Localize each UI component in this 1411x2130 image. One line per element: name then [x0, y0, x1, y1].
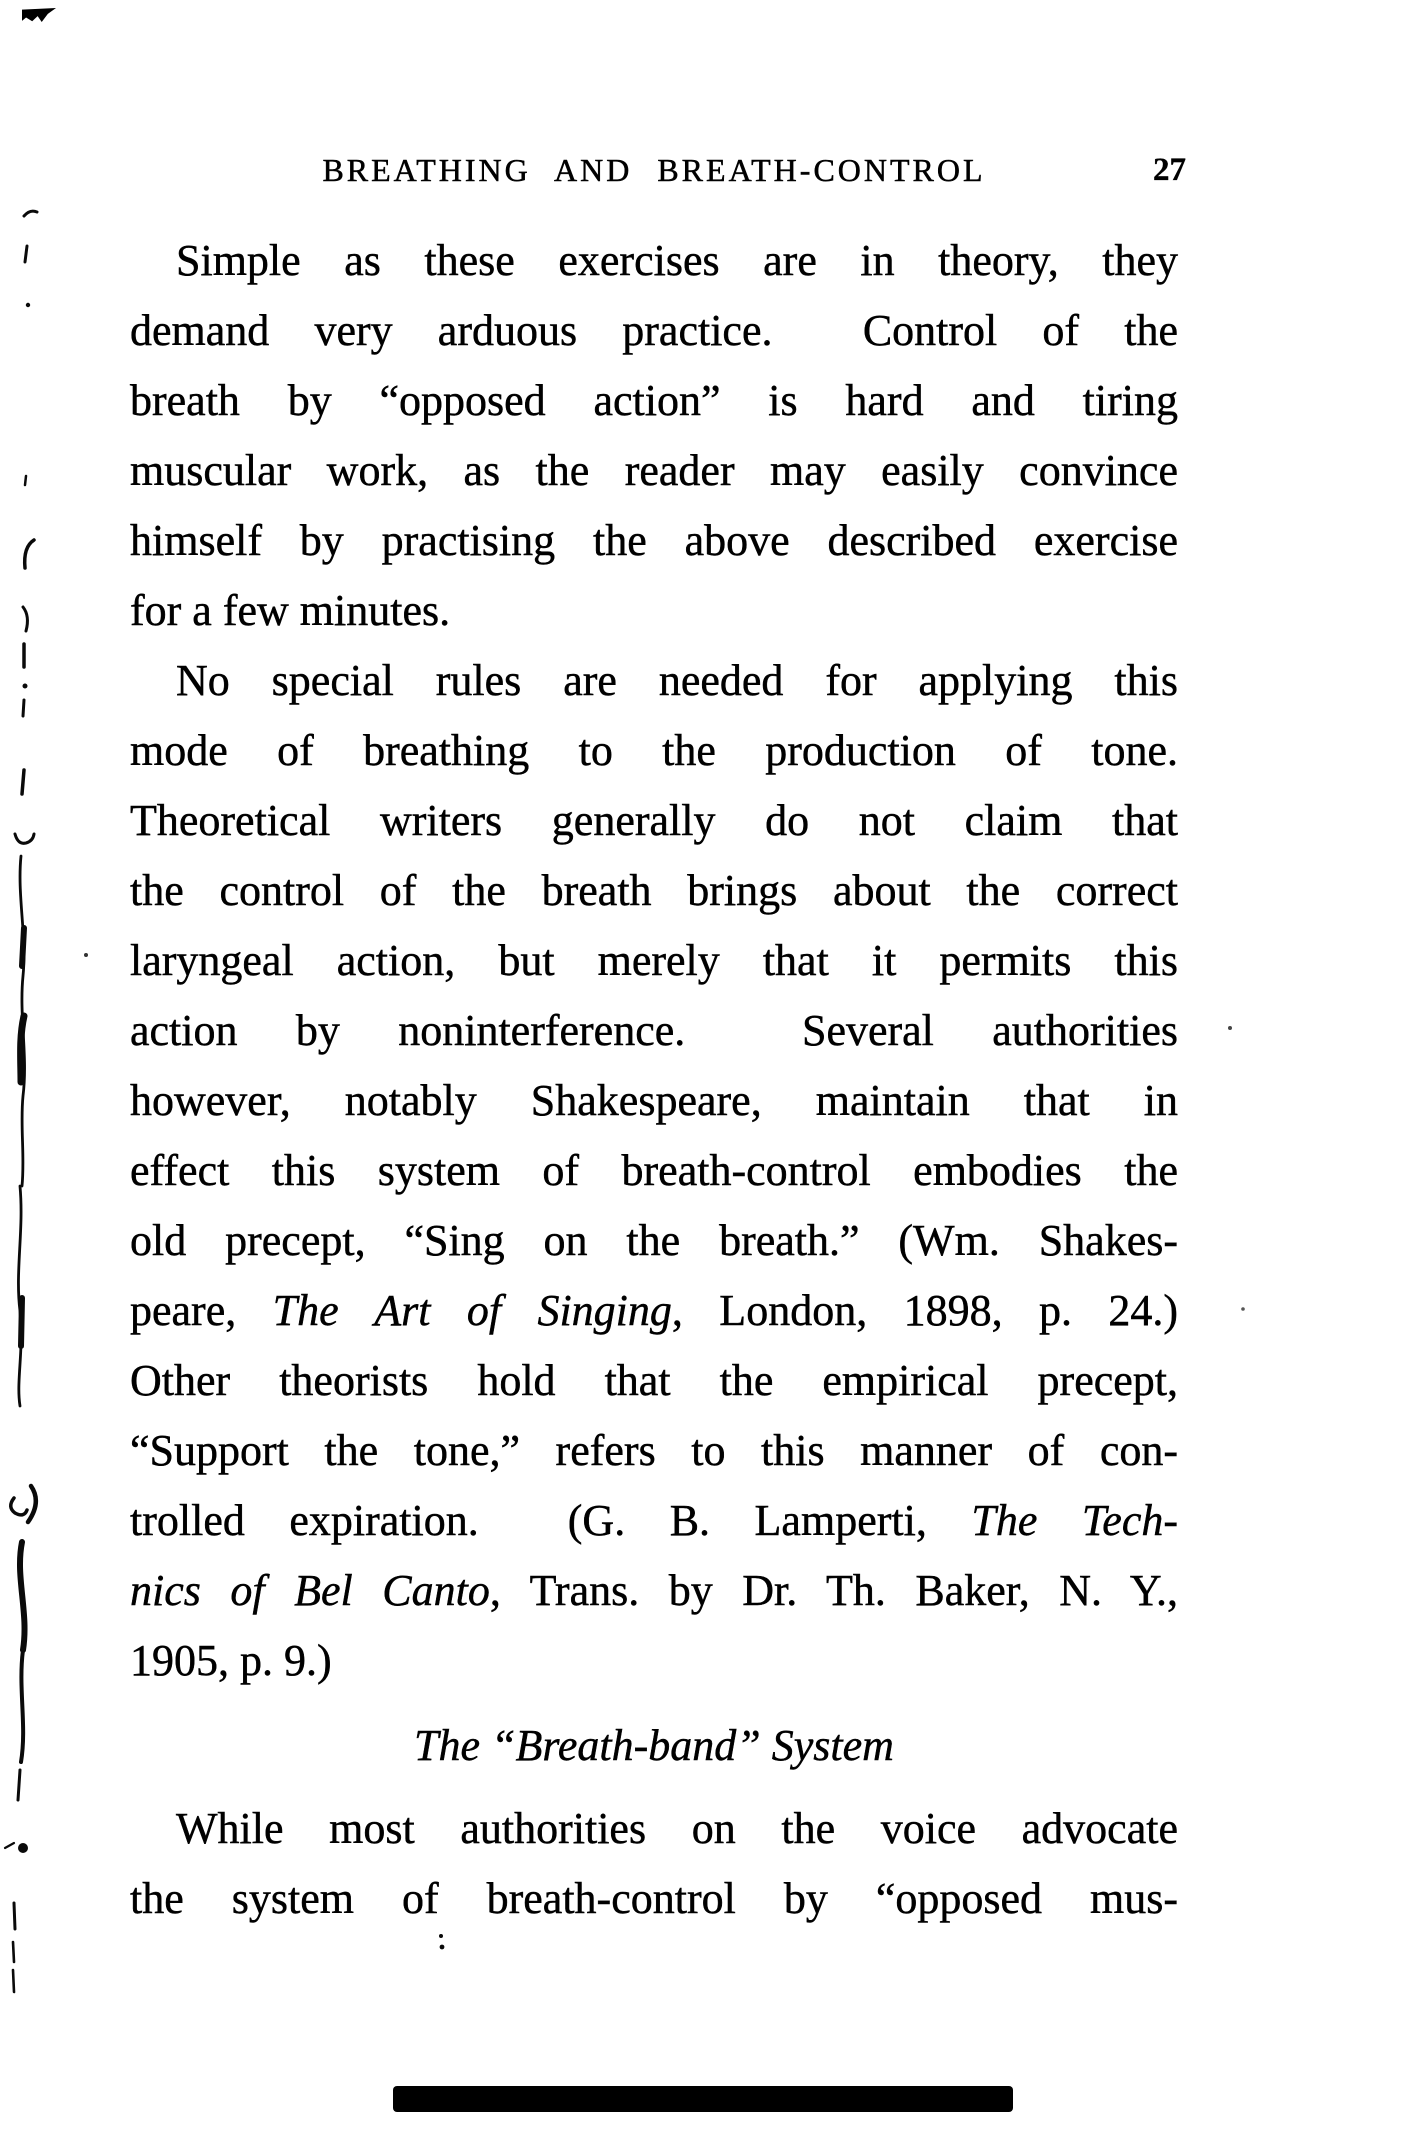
paragraph-3 [130, 1794, 1178, 1934]
text-line: “Support the tone,” refers to this manner of con- [130, 1426, 1178, 1475]
paragraph-2 [130, 646, 1178, 1696]
book-title-italic: nics of Bel Canto [130, 1566, 490, 1615]
text-line: Simple as these exercises are in theory, they [176, 236, 1178, 285]
text-line: mode of breathing to the production of tone. [130, 726, 1178, 775]
text-line [130, 1276, 1178, 1346]
text-segment: peare, [130, 1286, 273, 1335]
text-segment: , Trans. by Dr. Th. Baker, N. Y., [489, 1566, 1178, 1615]
running-header [130, 150, 1186, 190]
scan-artifact-corner-mark [22, 8, 56, 22]
text-line: the control of the breath brings about the correct [130, 866, 1178, 915]
text-line: demand very arduous practice. Control of the [130, 306, 1178, 355]
text-line [130, 1556, 1178, 1626]
text-line: action by noninterference. Several authorities [130, 1006, 1178, 1055]
text-line: old precept, “Sing on the breath.” (Wm. Shakes- [130, 1216, 1178, 1265]
text-line: 1905, p. 9.) [130, 1636, 332, 1685]
text-line: No special rules are needed for applying this [176, 656, 1178, 705]
text-line: Other theorists hold that the empirical precept, [130, 1356, 1178, 1405]
text-line: breath by “opposed action” is hard and tiring [130, 376, 1178, 425]
text-line: himself by practising the above described exercise [130, 516, 1178, 565]
text-line: While most authorities on the voice advocate [176, 1804, 1178, 1853]
text-line: for a few minutes. [130, 586, 451, 635]
text-line: the system of breath-control by “opposed mus- [130, 1874, 1178, 1923]
scan-artifact-bottom-bar [393, 2086, 1013, 2112]
text-line: Theoretical writers generally do not claim that [130, 796, 1178, 845]
section-heading: The “Breath-band” System [414, 1721, 894, 1770]
page-number: 27 [1153, 152, 1186, 188]
text-line: laryngeal action, but merely that it permits this [130, 936, 1178, 985]
book-title-italic: The Tech- [971, 1496, 1178, 1545]
chapter-title: BREATHING AND BREATH-CONTROL [322, 152, 986, 188]
book-title-italic: The Art of Singing [272, 1286, 672, 1335]
paragraph-1 [130, 226, 1178, 646]
text-segment: , London, 1898, p. 24.) [671, 1286, 1179, 1335]
text-line: muscular work, as the reader may easily convince [130, 446, 1178, 495]
text-line [130, 1486, 1178, 1556]
text-line: effect this system of breath-control embodies the [130, 1146, 1178, 1195]
text-line: however, notably Shakespeare, maintain that in [130, 1076, 1178, 1125]
text-segment: trolled expiration. (G. B. Lamperti, [130, 1496, 972, 1545]
